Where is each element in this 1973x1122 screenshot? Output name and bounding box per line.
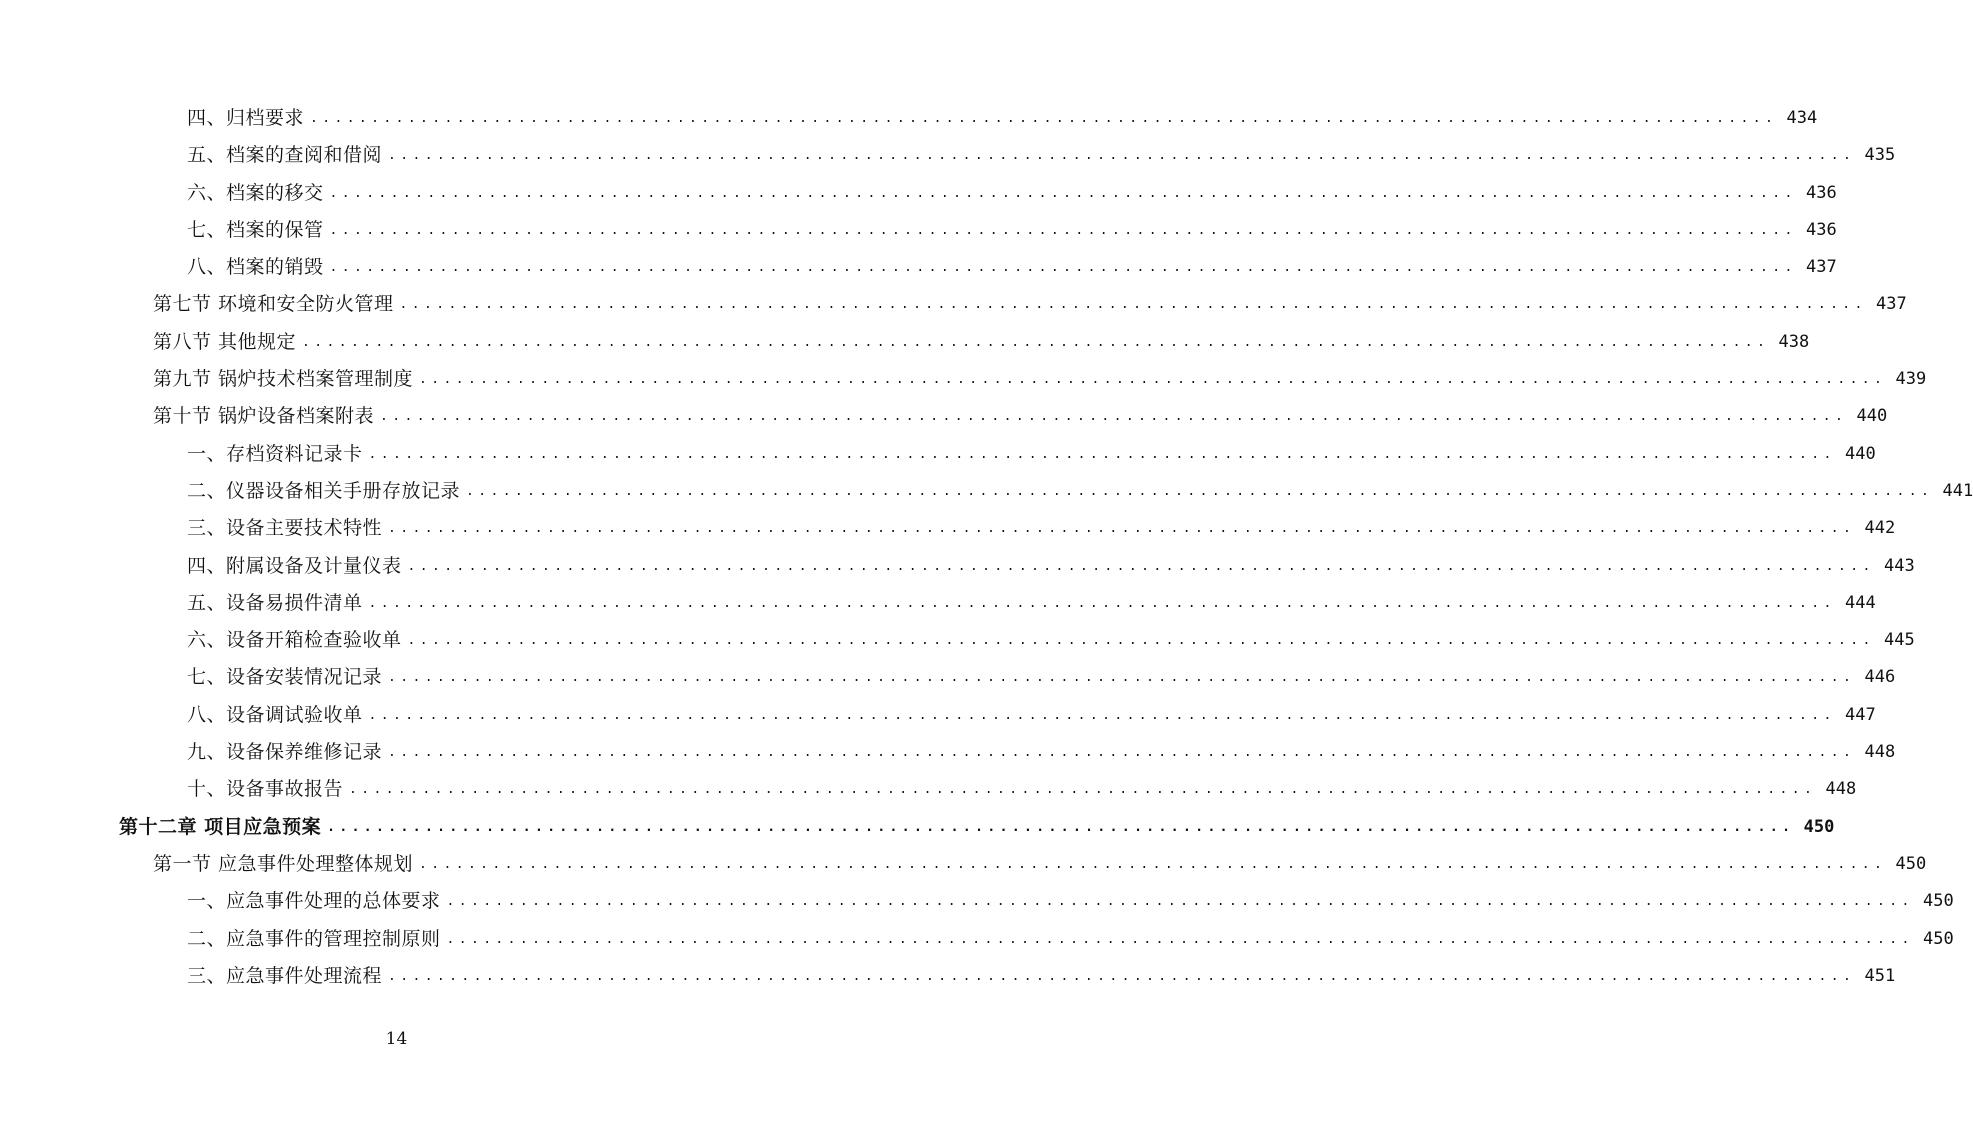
dot-leader: ........................................................................................................................: [327, 819, 1795, 835]
dot-leader: ........................................................................................................................: [302, 334, 1770, 350]
toc-entry-page: 439: [1895, 369, 1927, 390]
toc-entry-page: 436: [1806, 219, 1837, 240]
toc-entry-title: 十、设备事故报告: [187, 778, 344, 801]
toc-entry-page: 434: [1786, 108, 1818, 128]
toc-entry-line: [187, 622, 1915, 659]
toc-entry-page: 436: [1806, 182, 1837, 203]
toc-entry-line: [187, 921, 1954, 958]
toc-entry-line: [187, 734, 1896, 771]
toc-entry-title: 一、存档资料记录卡: [187, 442, 363, 465]
toc-entry-line: [153, 846, 1927, 883]
table-of-contents: [0, 100, 1973, 995]
toc-entry-line: [119, 809, 1835, 846]
dot-leader: ........................................................................................................................: [446, 894, 1914, 910]
dot-leader: ........................................................................................................................: [329, 185, 1797, 201]
toc-entry-title: 六、设备开箱检查验收单: [187, 629, 402, 652]
toc-entry-page: 450: [1803, 816, 1835, 837]
dot-leader: ........................................................................................................................: [419, 372, 1887, 388]
dot-leader: ........................................................................................................................: [380, 409, 1848, 425]
toc-entry: [0, 921, 1954, 958]
toc-entry-title: 四、附属设备及计量仪表: [187, 554, 402, 577]
toc-entry: [0, 324, 1810, 361]
toc-entry: [0, 286, 1907, 323]
toc-entry: [0, 809, 1835, 846]
dot-leader: ........................................................................................................................: [388, 745, 1856, 761]
dot-leader: ........................................................................................................................: [388, 670, 1856, 686]
toc-entry-title: 二、应急事件的管理控制原则: [187, 927, 441, 950]
toc-entry-page: 443: [1884, 555, 1915, 576]
toc-entry-line: [187, 436, 1876, 473]
dot-leader: ........................................................................................................................: [368, 446, 1836, 462]
toc-entry: [0, 510, 1896, 547]
toc-entry-title: 七、设备安装情况记录: [187, 666, 383, 689]
toc-entry-line: [153, 324, 1810, 361]
toc-entry: [0, 622, 1915, 659]
toc-entry-line: [187, 473, 1973, 510]
toc-entry: [0, 473, 1973, 510]
toc-entry-page: 438: [1778, 331, 1810, 352]
toc-entry-title: 七、档案的保管: [187, 218, 324, 241]
toc-entry: [0, 398, 1888, 435]
toc-entry-title: 五、设备易损件清单: [187, 591, 363, 614]
toc-entry-line: [187, 100, 1818, 137]
toc-entry-title: 第八节 其他规定: [153, 330, 297, 353]
toc-entry-line: [153, 398, 1888, 435]
toc-entry-line: [187, 137, 1896, 174]
dot-leader: ........................................................................................................................: [399, 297, 1867, 313]
dot-leader: ........................................................................................................................: [407, 633, 1875, 649]
toc-entry-line: [187, 585, 1876, 622]
toc-entry-line: [187, 659, 1896, 696]
toc-entry-page: 444: [1845, 592, 1876, 613]
toc-entry-page: 437: [1876, 294, 1907, 315]
toc-entry-page: 450: [1923, 891, 1954, 912]
toc-entry-line: [187, 958, 1896, 995]
toc-entry-page: 450: [1895, 853, 1927, 874]
toc-entry-page: 451: [1864, 965, 1896, 986]
toc-entry-title: 一、应急事件处理的总体要求: [187, 890, 441, 913]
toc-entry-page: 450: [1923, 928, 1954, 949]
toc-entry: [0, 697, 1876, 734]
toc-entry-title: 三、应急事件处理流程: [187, 964, 383, 987]
dot-leader: ........................................................................................................................: [388, 521, 1856, 537]
toc-entry-line: [187, 175, 1837, 212]
dot-leader: ........................................................................................................................: [419, 856, 1887, 872]
dot-leader: ........................................................................................................................: [368, 595, 1836, 611]
toc-entry-title: 六、档案的移交: [187, 181, 324, 204]
dot-leader: ........................................................................................................................: [388, 968, 1856, 984]
toc-entry-title: 第九节 锅炉技术档案管理制度: [153, 368, 414, 391]
toc-entry-page: 435: [1864, 145, 1896, 166]
toc-entry-page: 445: [1884, 630, 1915, 651]
toc-entry-title: 四、归档要求: [187, 107, 305, 129]
toc-entry: [0, 212, 1837, 249]
toc-entry-title: 二、仪器设备相关手册存放记录: [187, 479, 461, 502]
toc-entry-page: 441: [1942, 480, 1973, 501]
dot-leader: ........................................................................................................................: [329, 260, 1797, 276]
toc-entry: [0, 548, 1915, 585]
toc-entry-page: 448: [1864, 742, 1896, 763]
toc-entry: [0, 137, 1896, 174]
toc-entry-page: 440: [1856, 406, 1888, 427]
toc-entry-line: [187, 771, 1857, 808]
dot-leader: ........................................................................................................................: [446, 931, 1914, 947]
toc-entry-line: [187, 697, 1876, 734]
toc-entry-line: [187, 212, 1837, 249]
toc-entry: [0, 883, 1954, 920]
dot-leader: ........................................................................................................................: [407, 558, 1875, 574]
toc-entry-line: [187, 510, 1896, 547]
toc-entry-page: 447: [1845, 704, 1876, 725]
toc-entry-page: 448: [1825, 779, 1857, 800]
toc-entry-title: 第七节 环境和安全防火管理: [153, 293, 394, 316]
dot-leader: ........................................................................................................................: [368, 707, 1836, 723]
toc-entry: [0, 659, 1896, 696]
toc-entry: [0, 361, 1927, 398]
toc-entry-title: 第一节 应急事件处理整体规划: [153, 852, 414, 875]
toc-entry-title: 八、档案的销毁: [187, 256, 324, 279]
toc-entry-page: 446: [1864, 667, 1896, 688]
toc-entry-title: 九、设备保养维修记录: [187, 741, 383, 764]
toc-entry: [0, 846, 1927, 883]
toc-entry: [0, 771, 1857, 808]
toc-entry-title: 八、设备调试验收单: [187, 703, 363, 726]
toc-entry-title: 第十节 锅炉设备档案附表: [153, 405, 375, 428]
toc-entry: [0, 436, 1876, 473]
toc-entry-page: 437: [1806, 257, 1837, 278]
toc-entry-title: 第十二章 项目应急预案: [119, 815, 322, 838]
toc-entry-line: [153, 286, 1907, 323]
toc-entry-line: [187, 249, 1837, 286]
toc-entry: [0, 175, 1837, 212]
dot-leader: ........................................................................................................................: [329, 222, 1797, 238]
dot-leader: ........................................................................................................................: [388, 148, 1856, 164]
toc-entry-title: 五、档案的查阅和借阅: [187, 144, 383, 167]
dot-leader: ........................................................................................................................: [310, 111, 1778, 126]
toc-entry-title: 三、设备主要技术特性: [187, 517, 383, 540]
page-number: 14: [385, 1029, 408, 1049]
toc-entry-page: 442: [1864, 518, 1896, 539]
dot-leader: ........................................................................................................................: [466, 483, 1934, 499]
toc-entry-page: 440: [1845, 443, 1876, 464]
toc-entry: [0, 734, 1896, 771]
toc-entry-line: [187, 883, 1954, 920]
toc-entry-line: [187, 548, 1915, 585]
toc-entry: [0, 585, 1876, 622]
toc-entry: [0, 958, 1896, 995]
dot-leader: ........................................................................................................................: [349, 782, 1817, 798]
toc-entry: [0, 249, 1837, 286]
toc-entry: [0, 100, 1818, 137]
toc-entry-line: [153, 361, 1927, 398]
